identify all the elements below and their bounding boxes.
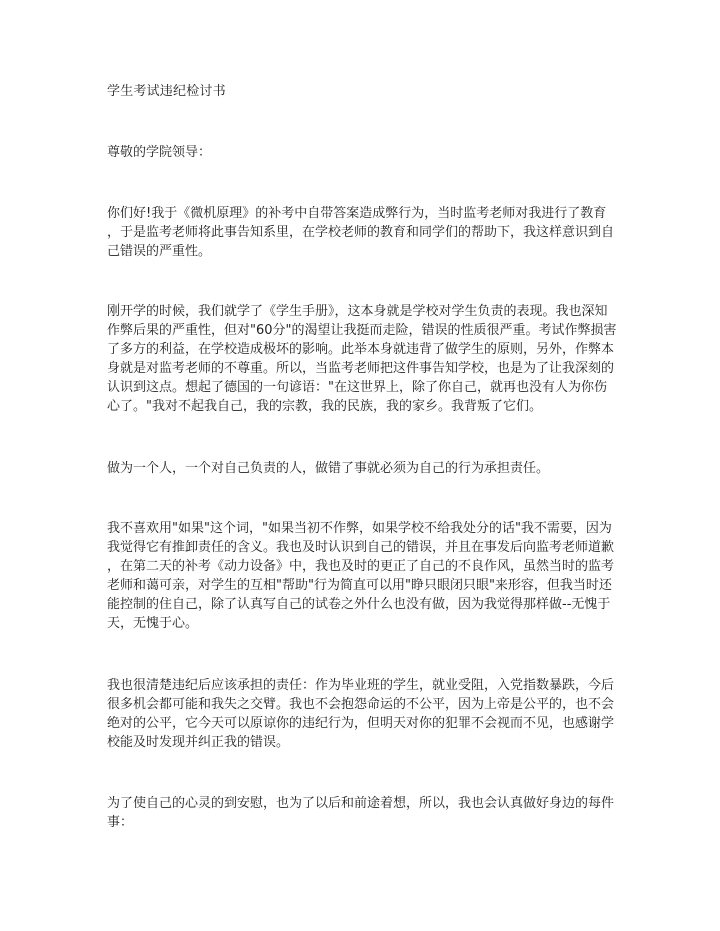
paragraph-line: 你们好!我于《微机原理》的补考中自带答案造成弊行为，当时监考老师对我进行了教育 [107,206,607,221]
paragraph-line: 身就是对监考老师的不尊重。所以，当监考老师把这件事告知学校，也是为了让我深刻的 [107,361,615,376]
paragraph-line: 了多方的利益，在学校造成极坏的影响。此举本身就违背了做学生的原则，另外，作弊本 [107,342,615,357]
paragraph-2 [107,302,617,416]
paragraph-line: 心了。"我对不起我自己，我的宗教，我的民族，我的家乡。我背叛了它们。 [107,399,542,414]
paragraph-line: 我也很清楚违纪后应该承担的责任：作为毕业班的学生，就业受阻，入党指数暴跌，今后 [107,678,615,693]
paragraph-line: 己错误的严重性。 [107,244,212,259]
paragraph-line: 我觉得它有推卸责任的含义。我也及时认识到自己的错误，并且在事发后向监考老师道歉 [107,540,615,555]
paragraph-1 [107,204,617,261]
paragraph-line: 做为一个人，一个对自己负责的人，做错了事就必须为自己的行为承担责任。 [107,461,550,476]
paragraph-line: 绝对的公平，它今天可以原谅你的违纪行为，但明天对你的犯罪不会视而不见，也感谢学 [107,716,615,731]
paragraph-line: 作弊后果的严重性，但对"60分"的渴望让我挺而走险，错误的性质很严重。考试作弊损害 [107,323,617,338]
document-title: 学生考试违纪检讨书 [107,84,226,99]
salutation: 尊敬的学院领导： [107,145,212,160]
paragraph-line: 刚开学的时候，我们就学了《学生手册》，这本身就是学校对学生负责的表现。我也深知 [107,304,608,319]
paragraph-4 [107,519,617,633]
paragraph-line: 我不喜欢用"如果"这个词，"如果当初不作弊，如果学校不给我处分的话"我不需要，因为 [107,521,612,536]
paragraph-line: 为了使自己的心灵的到安慰，也为了以后和前途着想，所以，我也会认真做好身边的每件 [107,796,615,811]
paragraph-3 [107,459,617,478]
paragraph-line: 认识到这点。想起了德国的一句谚语："在这世界上，除了你自己，就再也没有人为你伤 [107,380,607,395]
paragraph-6 [107,794,617,832]
paragraph-line: 很多机会都可能和我失之交臂。我也不会抱怨命运的不公平，因为上帝是公平的，也不会 [107,697,615,712]
paragraph-line: 能控制的住自己，除了认真写自己的试卷之外什么也没有做，因为我觉得那样做--无愧于 [107,597,611,612]
paragraph-line: ，在第二天的补考《动力设备》中，我也及时的更正了自己的不良作风，虽然当时的监考 [107,559,615,574]
paragraph-line: 校能及时发现并纠正我的错误。 [107,735,290,750]
paragraph-line: ，于是监考老师将此事告知系里，在学校老师的教育和同学们的帮助下，我这样意识到自 [107,225,615,240]
paragraph-line: 事： [107,815,134,830]
paragraph-line: 老师和蔼可亲，对学生的互相"帮助"行为简直可以用"睁只眼闭只眼"来形容，但我当时还 [107,578,612,593]
paragraph-5 [107,676,617,752]
paragraph-line: 天，无愧于心。 [107,616,199,631]
